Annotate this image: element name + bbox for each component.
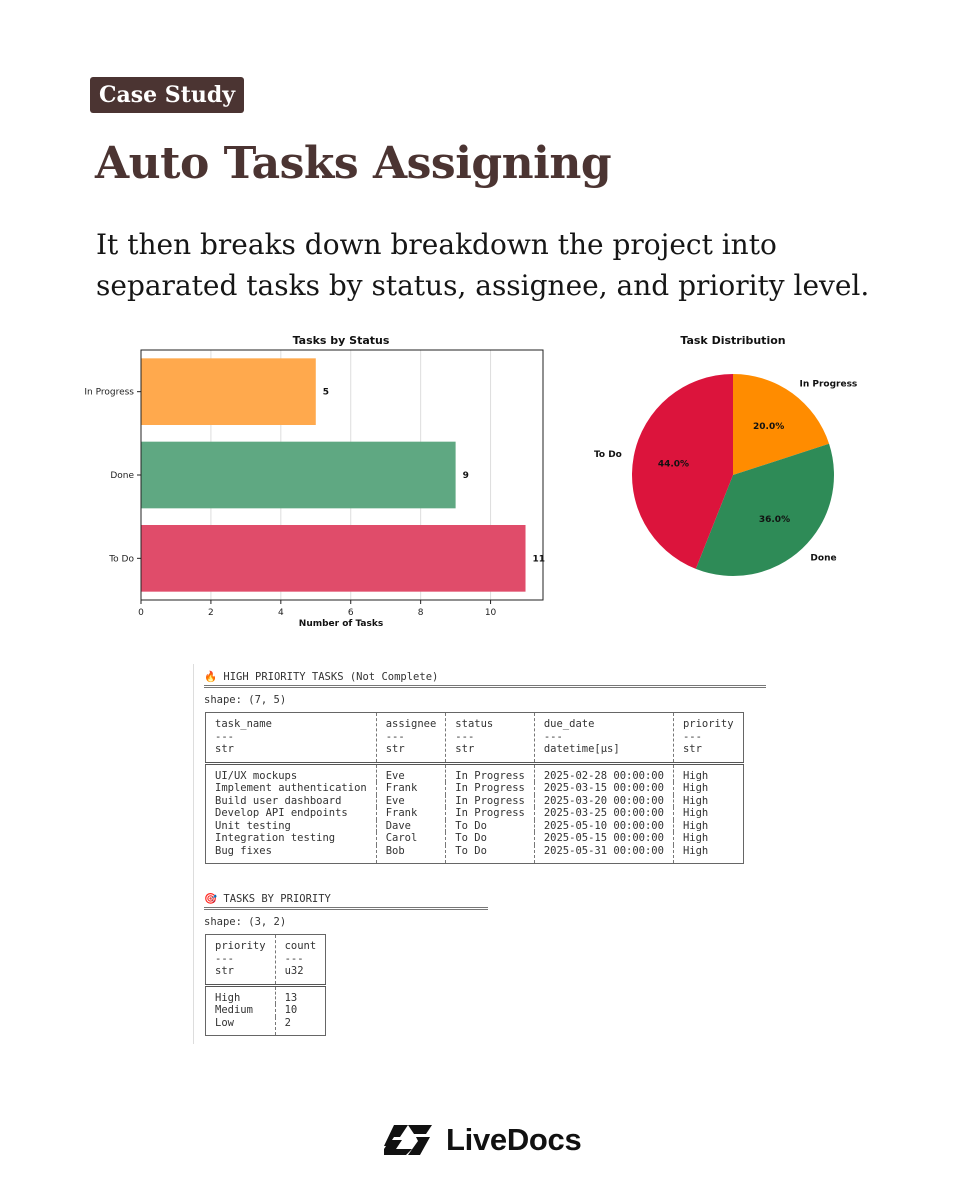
high-priority-col-sep: --- xyxy=(455,730,475,743)
high-priority-table-row xyxy=(206,807,744,820)
by-priority-col-sep: --- xyxy=(284,952,304,965)
by-priority-table-row xyxy=(206,1004,326,1017)
bar-chart-xlabel: Number of Tasks xyxy=(298,619,384,629)
high-priority-col-status xyxy=(446,713,535,764)
high-priority-col-name: task_name xyxy=(215,718,272,730)
high-priority-table-header xyxy=(206,713,744,764)
high-priority-cell-assignee: Frank xyxy=(376,807,446,820)
high-priority-cell-priority: High xyxy=(673,820,743,833)
high-priority-cell-assignee: Bob xyxy=(376,845,446,864)
by-priority-col-priority xyxy=(206,935,276,986)
by-priority-col-name: count xyxy=(284,940,317,952)
bar-value-label-0: 5 xyxy=(322,387,330,398)
high-priority-cell-status: In Progress xyxy=(446,782,535,795)
tasks-by-status-chart xyxy=(80,328,560,633)
high-priority-cell-task-name: UI/UX mockups xyxy=(215,769,298,782)
bar-chart-title: Tasks by Status xyxy=(292,334,390,347)
target-icon: 🎯 xyxy=(204,893,218,905)
pie-pct-label-0: 20.0% xyxy=(753,421,785,432)
high-priority-table-row xyxy=(206,782,744,795)
bar-category-label-2: To Do xyxy=(109,554,134,565)
high-priority-table-row xyxy=(206,795,744,808)
high-priority-heading xyxy=(204,670,438,683)
high-priority-col-name: priority xyxy=(682,718,734,730)
by-priority-col-sep: --- xyxy=(215,952,234,965)
high-priority-col-dtype: datetime[μs] xyxy=(543,743,620,755)
by-priority-cell-count: 10 xyxy=(275,1004,326,1017)
high-priority-col-sep: --- xyxy=(385,730,405,743)
high-priority-col-dtype: str xyxy=(682,743,702,755)
bar-chart-bars xyxy=(141,358,545,591)
output-gutter-line xyxy=(193,664,194,1044)
high-priority-col-name: due_date xyxy=(543,718,595,730)
high-priority-cell-priority: High xyxy=(673,782,743,795)
high-priority-cell-task-name: Build user dashboard xyxy=(215,794,342,807)
livedocs-logo-text: LiveDocs xyxy=(446,1122,582,1157)
by-priority-cell-priority: Low xyxy=(215,1016,234,1029)
by-priority-table-row xyxy=(206,985,326,1004)
bar-xtick-label-1: 2 xyxy=(208,608,214,618)
by-priority-table-header xyxy=(206,935,326,986)
high-priority-cell-task-name: Integration testing xyxy=(215,832,336,844)
pie-pct-label-1: 36.0% xyxy=(758,515,791,526)
pie-pct-label-2: 44.0% xyxy=(657,459,690,470)
high-priority-cell-task-name: Develop API endpoints xyxy=(215,807,348,819)
high-priority-cell-status: To Do xyxy=(446,845,535,864)
high-priority-cell-status: In Progress xyxy=(446,795,535,808)
high-priority-col-dtype: str xyxy=(215,743,234,755)
high-priority-col-sep: --- xyxy=(543,730,563,743)
lead-line-1: It then breaks down breakdown the project into xyxy=(96,228,777,261)
by-priority-cell-count: 13 xyxy=(275,985,326,1004)
high-priority-cell-assignee: Frank xyxy=(376,782,446,795)
by-priority-cell-priority: Medium xyxy=(215,1004,253,1016)
high-priority-cell-due-date: 2025-03-15 00:00:00 xyxy=(534,782,673,795)
by-priority-cell-count: 2 xyxy=(275,1017,326,1036)
by-priority-col-name: priority xyxy=(215,940,266,952)
high-priority-cell-assignee: Carol xyxy=(376,832,446,845)
page-title: Auto Tasks Assigning xyxy=(95,138,612,189)
bar-xtick-label-4: 8 xyxy=(417,608,424,618)
high-priority-cell-due-date: 2025-05-10 00:00:00 xyxy=(534,820,673,833)
pie-chart-title: Task Distribution xyxy=(680,334,786,347)
bar-category-label-0: In Progress xyxy=(84,387,134,398)
high-priority-table xyxy=(205,712,744,864)
by-priority-table-body xyxy=(206,985,326,1036)
high-priority-cell-status: To Do xyxy=(446,820,535,833)
livedocs-logo xyxy=(382,1120,581,1160)
high-priority-cell-priority: High xyxy=(673,807,743,820)
high-priority-col-dtype: str xyxy=(385,743,405,755)
high-priority-table-row xyxy=(206,820,744,833)
high-priority-cell-due-date: 2025-03-25 00:00:00 xyxy=(534,807,673,820)
high-priority-col-dtype: str xyxy=(455,743,475,755)
bar-xtick-label-2: 4 xyxy=(277,608,284,618)
high-priority-cell-due-date: 2025-02-28 00:00:00 xyxy=(534,763,673,782)
high-priority-col-sep: --- xyxy=(215,730,234,743)
high-priority-table-row xyxy=(206,763,744,782)
high-priority-cell-task-name: Bug fixes xyxy=(215,844,272,857)
bar-value-label-1: 9 xyxy=(462,471,469,481)
high-priority-col-name: status xyxy=(455,718,494,730)
high-priority-col-task-name xyxy=(206,713,377,764)
by-priority-heading-text: TASKS BY PRIORITY xyxy=(223,893,331,905)
by-priority-col-dtype: u32 xyxy=(284,965,304,977)
lead-line-2: separated tasks by status, assignee, and priority level. xyxy=(96,269,870,302)
fire-icon: 🔥 xyxy=(204,671,218,683)
high-priority-cell-priority: High xyxy=(673,832,743,845)
bar-value-label-2: 11 xyxy=(532,554,546,565)
high-priority-col-assignee xyxy=(376,713,446,764)
high-priority-table-row xyxy=(206,832,744,845)
high-priority-cell-priority: High xyxy=(673,845,743,864)
high-priority-cell-status: In Progress xyxy=(446,763,535,782)
high-priority-col-sep: --- xyxy=(682,730,702,743)
pie-name-label-1: Done xyxy=(810,553,837,564)
by-priority-rule xyxy=(204,907,488,910)
by-priority-col-count xyxy=(275,935,326,986)
high-priority-table-body xyxy=(206,763,744,864)
high-priority-cell-assignee: Dave xyxy=(376,820,446,833)
high-priority-cell-task-name: Unit testing xyxy=(215,819,291,832)
bar-xtick-label-0: 0 xyxy=(138,608,144,618)
bar-done xyxy=(141,442,456,509)
high-priority-cell-due-date: 2025-05-15 00:00:00 xyxy=(534,832,673,845)
high-priority-rule xyxy=(204,685,766,688)
high-priority-col-name: assignee xyxy=(385,718,437,730)
high-priority-cell-status: In Progress xyxy=(446,807,535,820)
high-priority-cell-priority: High xyxy=(673,763,743,782)
high-priority-heading-text: HIGH PRIORITY TASKS (Not Complete) xyxy=(223,671,439,683)
high-priority-shape: shape: (7, 5) xyxy=(204,694,287,706)
high-priority-cell-status: To Do xyxy=(446,832,535,845)
bar-xtick-label-3: 6 xyxy=(347,608,354,618)
high-priority-cell-task-name: Implement authentication xyxy=(215,782,367,794)
pie-name-label-2: To Do xyxy=(593,449,622,460)
case-study-badge: Case Study xyxy=(90,77,244,113)
high-priority-col-due-date xyxy=(534,713,673,764)
bar-category-label-1: Done xyxy=(110,471,134,481)
by-priority-table-row xyxy=(206,1017,326,1036)
livedocs-logo-icon xyxy=(382,1123,434,1157)
by-priority-col-dtype: str xyxy=(215,965,234,977)
high-priority-cell-assignee: Eve xyxy=(376,763,446,782)
by-priority-shape: shape: (3, 2) xyxy=(204,916,287,928)
pie-name-label-0: In Progress xyxy=(799,379,858,390)
by-priority-table xyxy=(205,934,326,1036)
by-priority-heading xyxy=(204,892,331,905)
high-priority-cell-priority: High xyxy=(673,795,743,808)
task-distribution-chart xyxy=(590,328,880,588)
high-priority-cell-due-date: 2025-05-31 00:00:00 xyxy=(534,845,673,864)
bar-to-do xyxy=(141,525,526,592)
pie-slices xyxy=(632,374,837,576)
bar-xtick-label-5: 10 xyxy=(484,608,497,618)
high-priority-table-row xyxy=(206,845,744,864)
lead-paragraph xyxy=(96,224,916,306)
high-priority-cell-due-date: 2025-03-20 00:00:00 xyxy=(534,795,673,808)
high-priority-cell-assignee: Eve xyxy=(376,795,446,808)
high-priority-col-priority xyxy=(673,713,743,764)
by-priority-cell-priority: High xyxy=(215,991,241,1004)
bar-in-progress xyxy=(141,358,316,425)
